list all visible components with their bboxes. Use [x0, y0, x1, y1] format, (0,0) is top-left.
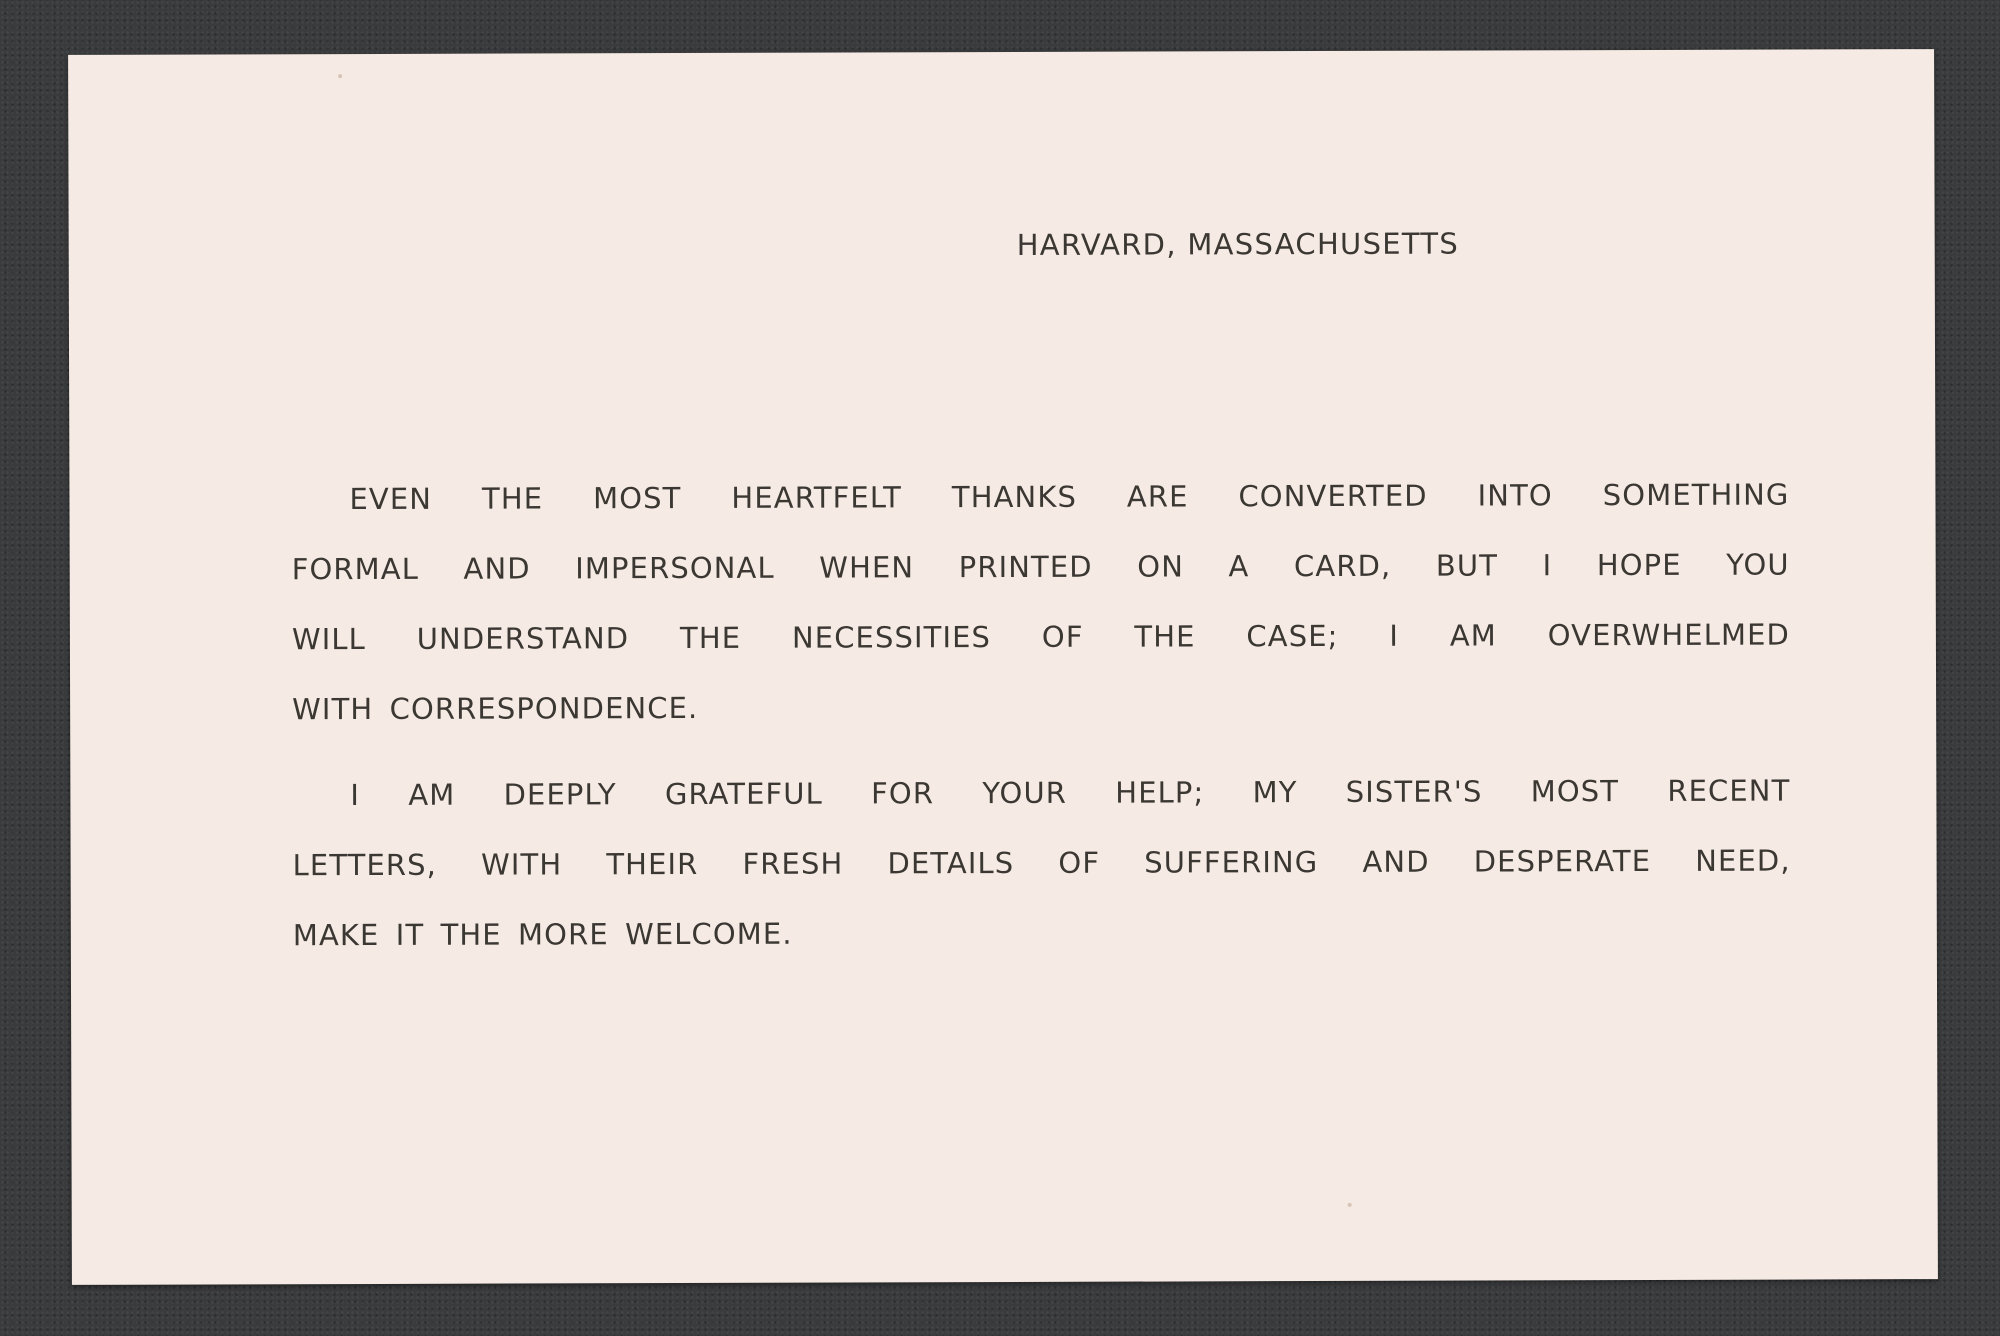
message-line: I AM DEEPLY GRATEFUL FOR YOUR HELP; MY SISTER'S MOST RECENT — [350, 773, 1791, 813]
message-line: MAKE IT THE MORE WELCOME. — [292, 916, 793, 953]
message-line: EVEN THE MOST HEARTFELT THANKS ARE CONVERTED INTO SOMETHING — [349, 477, 1790, 517]
message-line: LETTERS, WITH THEIR FRESH DETAILS OF SUFFERING AND DESPERATE NEED, — [292, 843, 1791, 883]
message-paragraph — [292, 756, 1791, 971]
printed-card — [68, 49, 1938, 1285]
card-message — [291, 460, 1791, 987]
message-line: FORMAL AND IMPERSONAL WHEN PRINTED ON A CARD, BUT I HOPE YOU — [291, 547, 1790, 587]
message-line: WILL UNDERSTAND THE NECESSITIES OF THE CASE; I AM OVERWHELMED — [291, 617, 1790, 657]
paper-speck — [1348, 1203, 1352, 1207]
message-paragraph — [291, 460, 1790, 745]
message-line: WITH CORRESPONDENCE. — [292, 690, 699, 727]
paper-speck — [338, 74, 342, 78]
place-heading: HARVARD, MASSACHUSETTS — [1016, 226, 1460, 262]
